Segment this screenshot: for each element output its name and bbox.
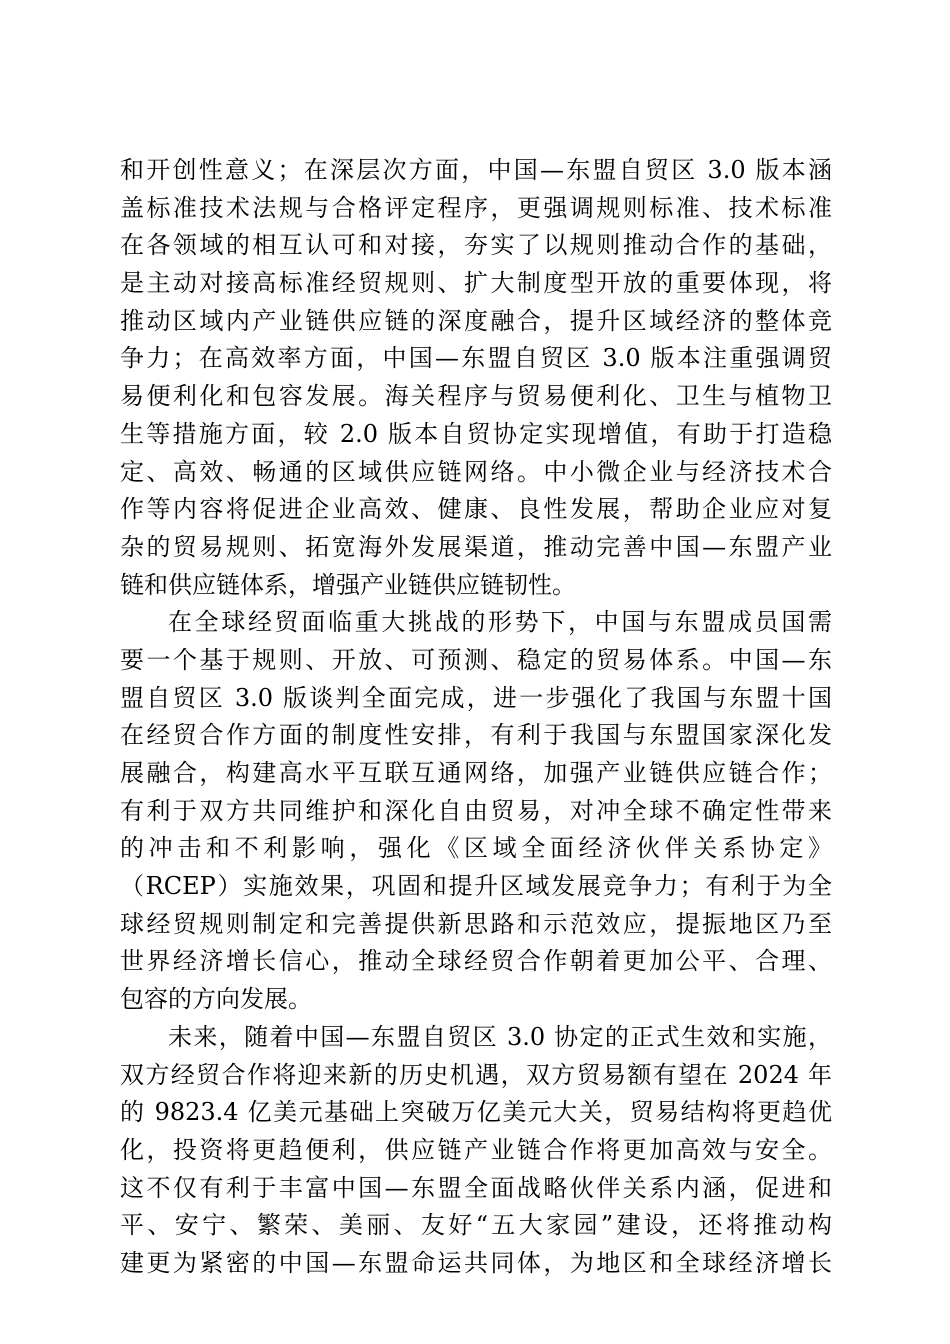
body-text <box>120 152 832 1283</box>
text-line: 盟自贸区 3.0 版谈判全面完成，进一步强化了我国与东盟十国 <box>120 683 832 712</box>
text-line: 球经贸规则制定和完善提供新思路和示范效应，提振地区乃至 <box>120 909 832 938</box>
text-line: 双方经贸合作将迎来新的历史机遇，双方贸易额有望在 2024 年 <box>120 1060 832 1089</box>
text-line: 包容的方向发展。 <box>120 985 312 1014</box>
text-line: 的 9823.4 亿美元基础上突破万亿美元大关，贸易结构将更趋优 <box>120 1098 832 1127</box>
text-line: 易便利化和包容发展。海关程序与贸易便利化、卫生与植物卫 <box>120 382 832 411</box>
text-line: 有利于双方共同维护和深化自由贸易，对冲全球不确定性带来 <box>120 796 832 825</box>
text-line: 展融合，构建高水平互联互通网络，加强产业链供应链合作； <box>120 759 832 787</box>
text-line: 未来，随着中国—东盟自贸区 3.0 协定的正式生效和实施， <box>168 1022 832 1051</box>
text-line: 生等措施方面，较 2.0 版本自贸协定实现增值，有助于打造稳 <box>120 419 832 448</box>
text-line: 要一个基于规则、开放、可预测、稳定的贸易体系。中国—东 <box>120 645 832 674</box>
text-line: 是主动对接高标准经贸规则、扩大制度型开放的重要体现，将 <box>120 269 832 298</box>
text-line: 在经贸合作方面的制度性安排，有利于我国与东盟国家深化发 <box>120 721 832 750</box>
text-line: 在全球经贸面临重大挑战的形势下，中国与东盟成员国需 <box>168 608 832 637</box>
text-line: 建更为紧密的中国—东盟命运共同体，为地区和全球经济增长 <box>120 1248 832 1277</box>
text-line: 和开创性意义；在深层次方面，中国—东盟自贸区 3.0 版本涵 <box>120 156 832 184</box>
text-line: 争力；在高效率方面，中国—东盟自贸区 3.0 版本注重强调贸 <box>120 344 832 373</box>
text-line: 化，投资将更趋便利，供应链产业链合作将更加高效与安全。 <box>120 1135 832 1164</box>
text-line: 在各领域的相互认可和对接，夯实了以规则推动合作的基础， <box>120 231 832 260</box>
text-line: 作等内容将促进企业高效、健康、良性发展，帮助企业应对复 <box>120 495 832 524</box>
text-line: 这不仅有利于丰富中国—东盟全面战略伙伴关系内涵，促进和 <box>120 1173 832 1202</box>
text-line: 定、高效、畅通的区域供应链网络。中小微企业与经济技术合 <box>120 457 832 486</box>
text-line: 杂的贸易规则、拓宽海外发展渠道，推动完善中国—东盟产业 <box>120 532 832 561</box>
text-line: 世界经济增长信心，推动全球经贸合作朝着更加公平、合理、 <box>120 947 832 976</box>
text-line: 链和供应链体系，增强产业链供应链韧性。 <box>120 570 576 599</box>
text-line: 的冲击和不利影响，强化《区域全面经济伙伴关系协定》 <box>120 834 832 863</box>
text-line: 平、安宁、繁荣、美丽、友好“五大家园”建设，还将推动构 <box>120 1211 832 1240</box>
text-line: （RCEP）实施效果，巩固和提升区域发展竞争力；有利于为全 <box>120 872 832 901</box>
text-line: 推动区域内产业链供应链的深度融合，提升区域经济的整体竞 <box>120 306 832 335</box>
text-line: 盖标准技术法规与合格评定程序，更强调规则标准、技术标准 <box>120 193 832 222</box>
